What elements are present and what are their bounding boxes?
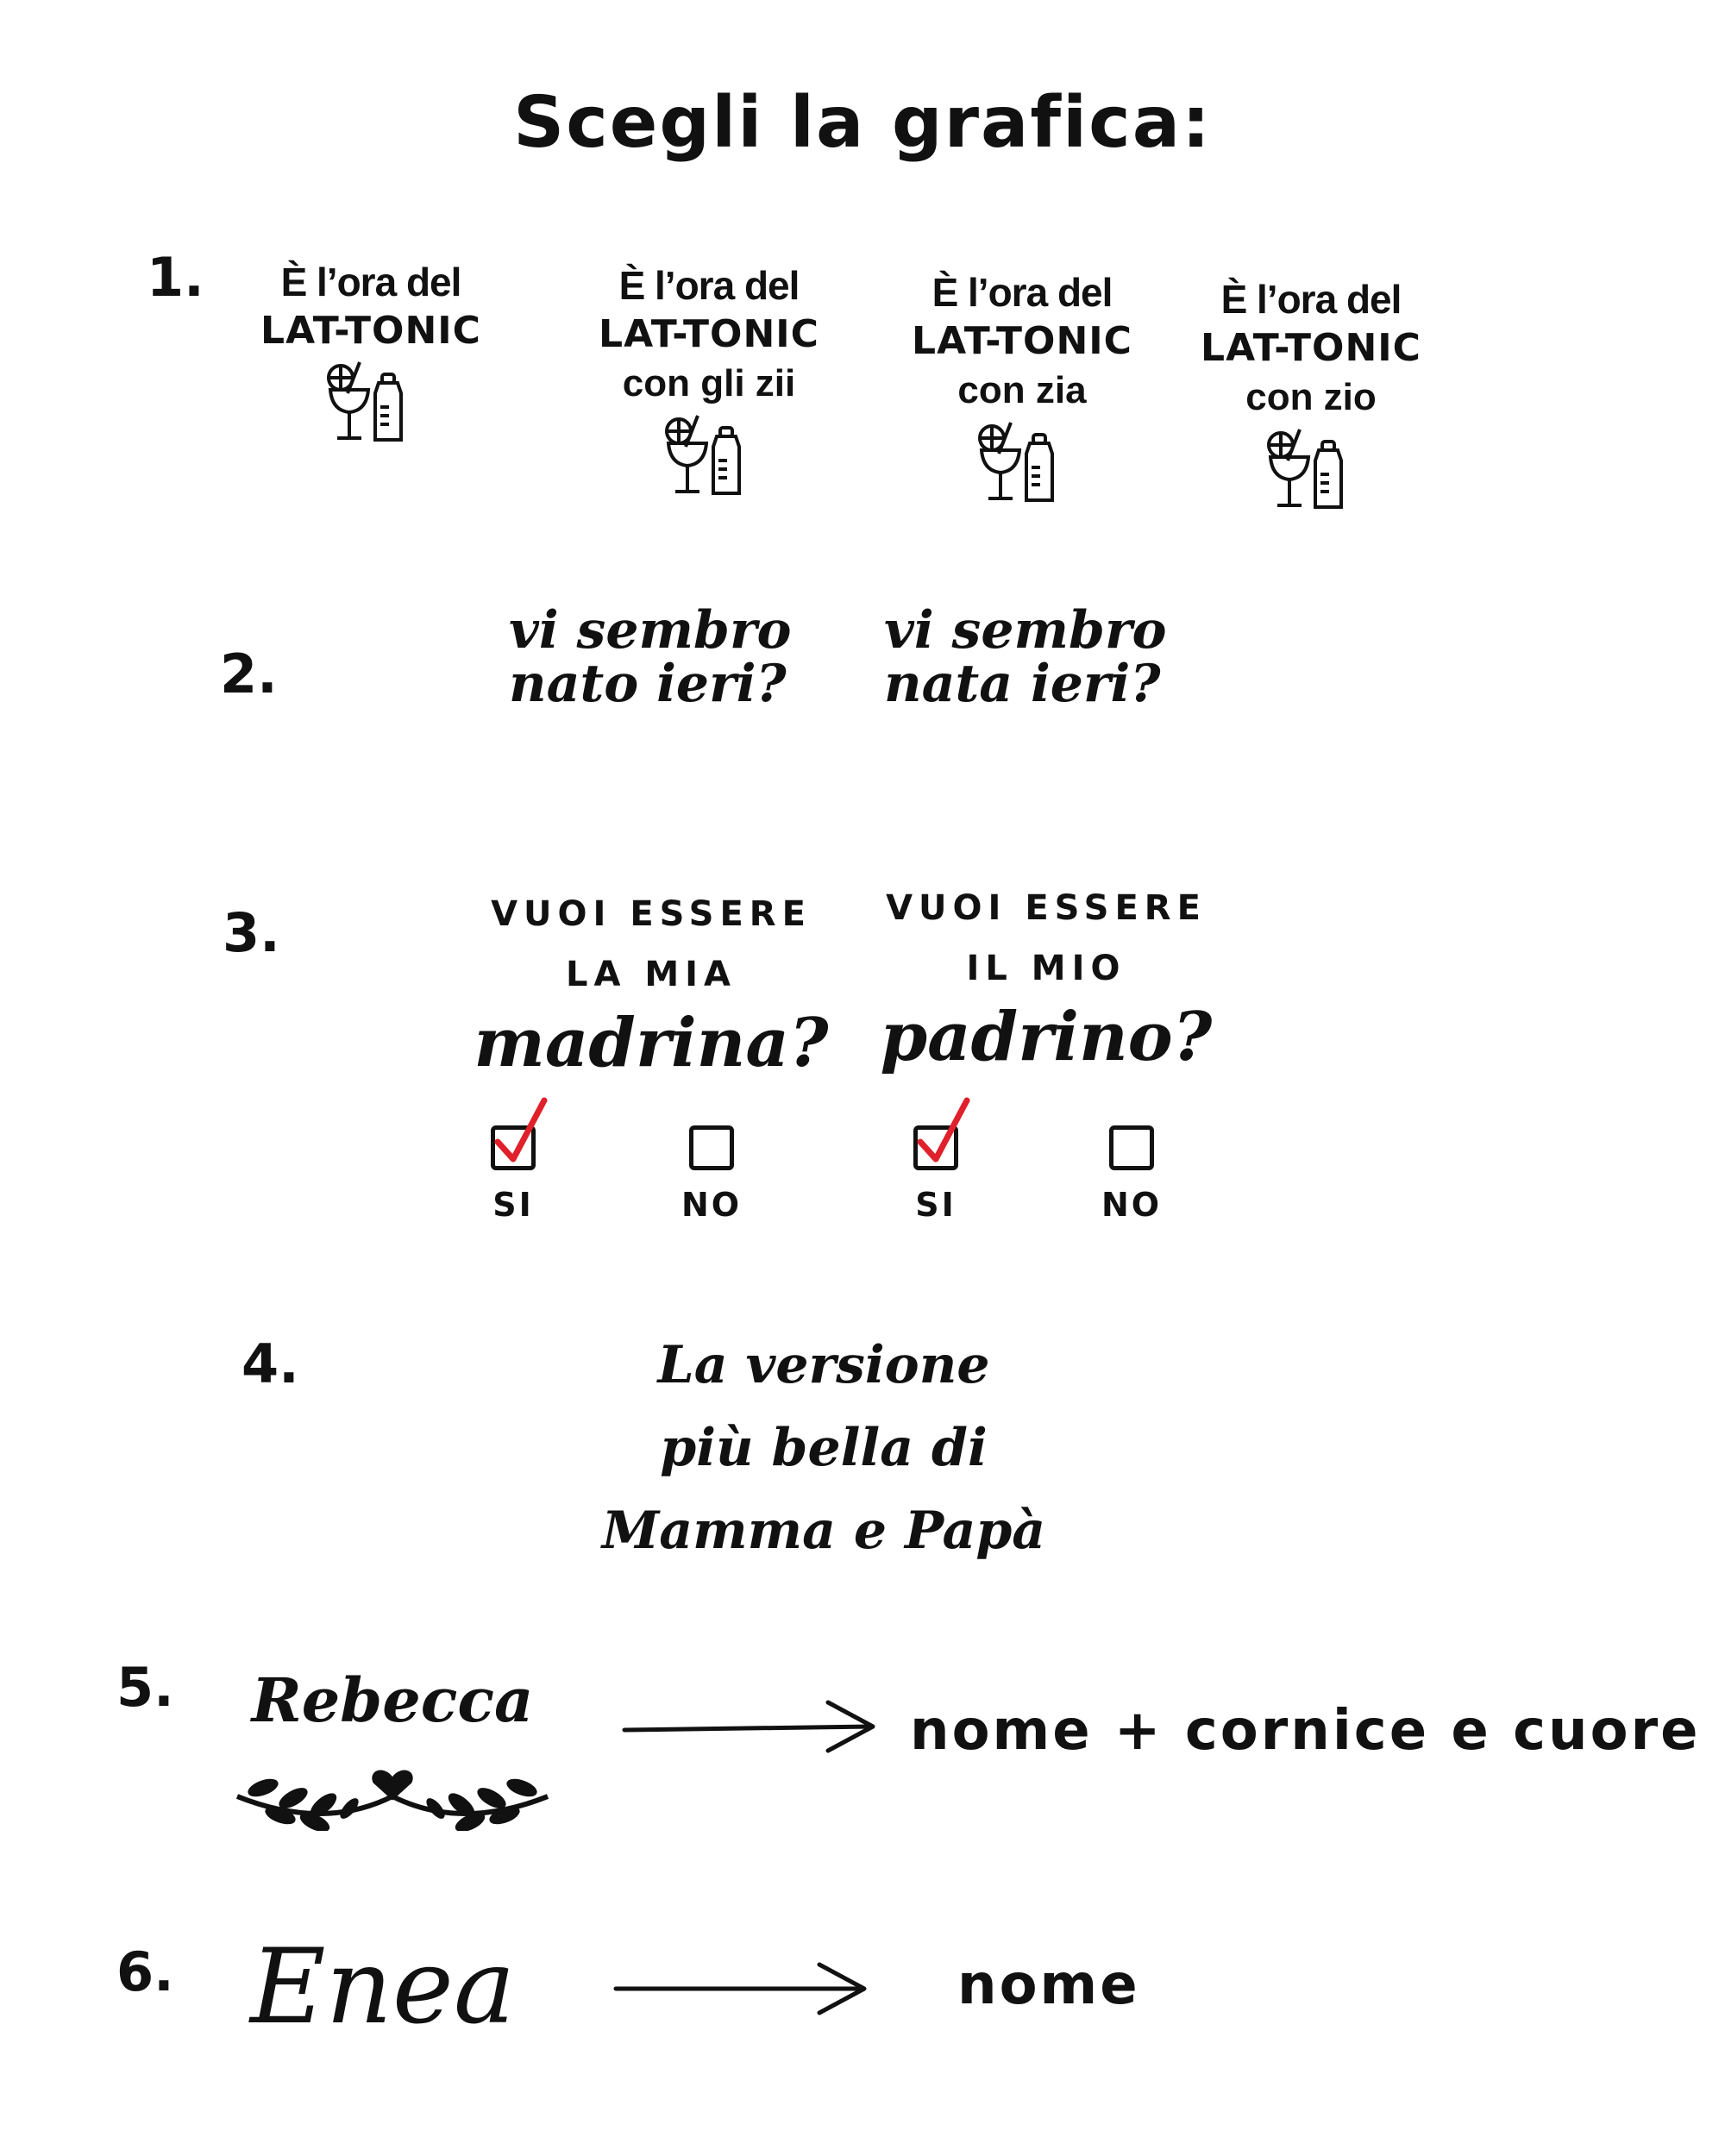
card-line-2: LAT-TONIC bbox=[912, 319, 1132, 363]
section-4-number: 4. bbox=[242, 1332, 299, 1395]
cocktail-bottle-icon bbox=[1255, 426, 1367, 512]
option-5[interactable] bbox=[229, 1664, 556, 1834]
option-1d[interactable] bbox=[1182, 274, 1440, 521]
card-line-2: LAT-TONIC bbox=[1201, 326, 1421, 370]
name-sample: Rebecca bbox=[251, 1664, 534, 1736]
option-6-description: nome bbox=[957, 1953, 1140, 2017]
card-line-2: LAT-TONIC bbox=[599, 312, 819, 356]
no-label: NO bbox=[681, 1186, 743, 1224]
caption-line-1: VUOI ESSERE bbox=[491, 894, 812, 934]
role-word: madrina? bbox=[474, 1004, 829, 1082]
checkbox-empty bbox=[1109, 1125, 1154, 1170]
caption-line-2: LA MIA bbox=[565, 955, 737, 994]
option-line-1: vi sembro bbox=[509, 600, 792, 661]
option-line-1: vi sembro bbox=[884, 600, 1167, 661]
card-line-1: È l’ora del bbox=[932, 270, 1113, 315]
no-label: NO bbox=[1101, 1186, 1163, 1224]
line-3: Mamma e Papà bbox=[601, 1501, 1046, 1561]
arrow-right-icon bbox=[612, 1958, 871, 2018]
caption-line-1: VUOI ESSERE bbox=[886, 888, 1207, 928]
option-1b[interactable] bbox=[580, 260, 838, 507]
section-6-number: 6. bbox=[116, 1940, 174, 2003]
checkmark-icon bbox=[491, 1097, 551, 1166]
checkmark-icon bbox=[913, 1097, 974, 1166]
card-line-3: con zia bbox=[957, 369, 1087, 411]
icons bbox=[242, 359, 500, 454]
laurel-heart-icon bbox=[229, 1736, 556, 1831]
cocktail-bottle-icon bbox=[315, 359, 427, 445]
line-2: più bella di bbox=[660, 1418, 988, 1478]
option-1c[interactable] bbox=[893, 267, 1151, 514]
caption-line-2: IL MIO bbox=[966, 949, 1126, 988]
option-6-name-sample[interactable]: Enea bbox=[250, 1927, 516, 2047]
checkbox-checked bbox=[491, 1125, 536, 1170]
yes-option bbox=[461, 1125, 565, 1224]
yes-label: SI bbox=[915, 1186, 957, 1224]
option-line-2: nato ieri? bbox=[509, 654, 787, 714]
card-line-1: È l’ora del bbox=[618, 263, 800, 308]
yes-option bbox=[884, 1125, 988, 1224]
cocktail-bottle-icon bbox=[653, 412, 765, 498]
cocktail-bottle-icon bbox=[966, 419, 1078, 505]
yes-label: SI bbox=[492, 1186, 534, 1224]
option-3a[interactable] bbox=[470, 884, 832, 1082]
card-line-3: con zio bbox=[1245, 376, 1377, 418]
no-option bbox=[660, 1125, 763, 1224]
icons bbox=[893, 419, 1151, 514]
option-5-description: nome + cornice e cuore bbox=[910, 1699, 1701, 1763]
card-line-2: LAT-TONIC bbox=[260, 309, 481, 353]
role-word: padrino? bbox=[880, 998, 1213, 1076]
card-line-1: È l’ora del bbox=[1220, 277, 1402, 322]
option-1a[interactable] bbox=[242, 257, 500, 454]
section-2-number: 2. bbox=[220, 642, 278, 705]
section-1-number: 1. bbox=[147, 246, 204, 309]
page-title: Scegli la grafica: bbox=[513, 82, 1212, 164]
arrow-right-icon bbox=[621, 1697, 880, 1758]
checkbox-checked bbox=[913, 1125, 958, 1170]
section-5-number: 5. bbox=[116, 1656, 174, 1719]
card-line-3: con gli zii bbox=[622, 362, 796, 404]
option-line-2: nata ieri? bbox=[884, 654, 1161, 714]
option-2b[interactable] bbox=[884, 600, 1167, 714]
icons bbox=[1182, 426, 1440, 521]
option-2a[interactable] bbox=[509, 600, 792, 714]
option-3b[interactable] bbox=[865, 878, 1227, 1076]
line-1: La versione bbox=[657, 1335, 990, 1395]
option-4[interactable] bbox=[522, 1324, 1126, 1572]
checkbox-empty bbox=[689, 1125, 734, 1170]
card-line-1: È l’ora del bbox=[280, 260, 461, 304]
no-option bbox=[1080, 1125, 1183, 1224]
section-3-number: 3. bbox=[223, 901, 280, 964]
icons bbox=[580, 412, 838, 507]
